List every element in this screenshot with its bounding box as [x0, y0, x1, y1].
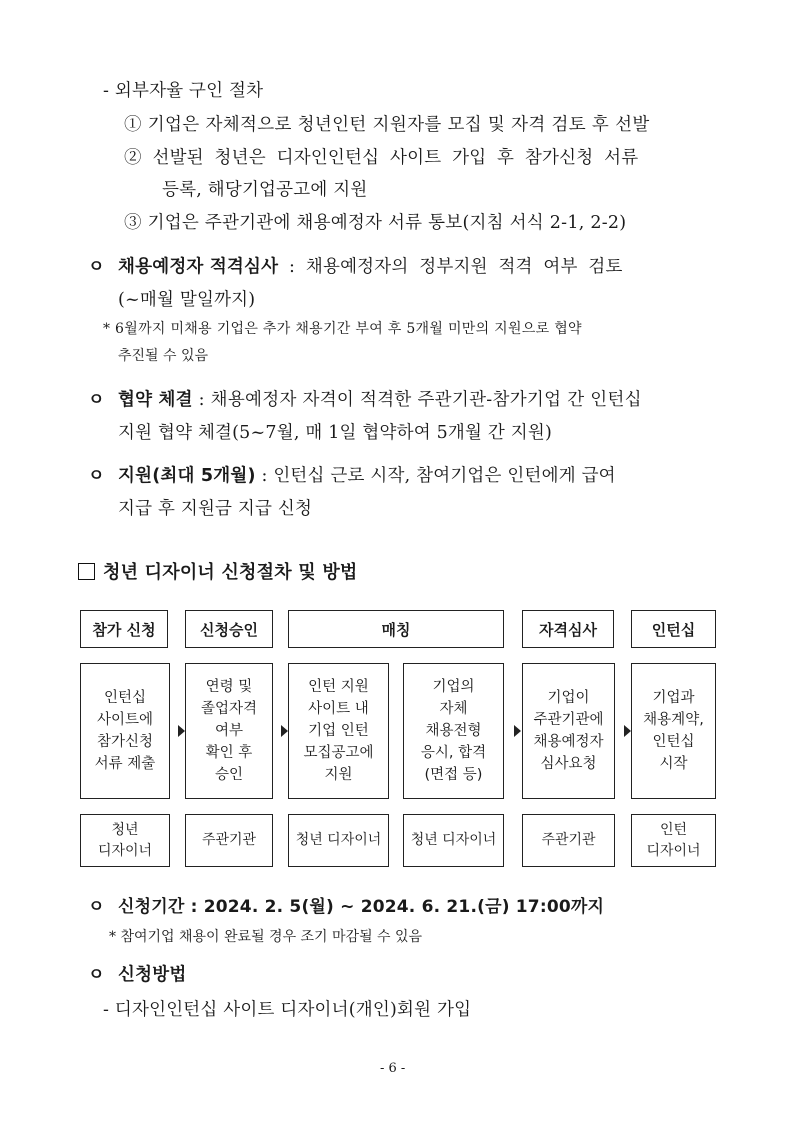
flow-step-company-hiring: [403, 663, 504, 799]
screening-line2: (~매월 말일까지): [118, 290, 256, 310]
flow-actor-line: 청년 디자이너: [295, 832, 382, 848]
flow-step-company-apply: [288, 663, 389, 799]
support-desc: : 인턴십 근로 시작, 참여기업은 인턴에게 급여: [255, 466, 616, 486]
flow-step-line: 인턴 지원: [308, 679, 369, 695]
bullet-symbol: ㅇ: [88, 965, 105, 985]
flow-header-internship: 인턴십: [631, 610, 716, 648]
flow-header-approval: 신청승인: [185, 610, 273, 648]
flow-step-line: 채용예정자: [533, 734, 604, 750]
flow-step-line: 채용전형: [425, 723, 482, 739]
method-item: - 디자인인턴십 사이트 디자이너(개인)회원 가입: [103, 1000, 472, 1020]
flow-step-line: 모집공고에: [303, 745, 374, 761]
flow-step-line: 자체: [439, 701, 468, 717]
flow-step-line: 확인 후: [205, 745, 253, 761]
flow-step-line: 사이트 내: [308, 701, 369, 717]
bullet-symbol: ㅇ: [88, 390, 105, 410]
support-line2: 지급 후 지원금 지급 신청: [118, 499, 313, 519]
flow-actor-line: 인턴: [659, 821, 688, 838]
flow-actor-3: [288, 814, 389, 867]
flow-step-line: 지원: [324, 767, 353, 783]
support-title: 지원(최대 5개월): [118, 466, 256, 486]
section-title-text: 청년 디자이너 신청절차 및 방법: [103, 562, 358, 583]
flow-step-line: (면접 등): [424, 767, 483, 783]
flow-actor-line: 디자이너: [646, 842, 701, 859]
flow-actor-line: 디자이너: [97, 842, 153, 859]
agreement-title: 협약 체결: [118, 390, 193, 410]
flow-step-line: 기업과: [652, 690, 695, 706]
recruit-step-3: ③ 기업은 주관기관에 채용예정자 서류 통보(지침 서식 2-1, 2-2): [124, 213, 627, 233]
flow-actor-line: 주관기관: [541, 832, 596, 848]
flow-step-contract: [631, 663, 716, 799]
support-line1: [118, 461, 616, 491]
period-text: 신청기간 : 2024. 2. 5(월) ~ 2024. 6. 21.(금) 17:00까지: [118, 897, 605, 917]
flow-step-line: 서류 제출: [94, 756, 156, 772]
flow-step-screening-request: [522, 663, 615, 799]
recruit-heading: - 외부자율 구인 절차: [103, 81, 264, 101]
flow-step-line: 여부: [214, 723, 243, 739]
bullet-symbol: ㅇ: [88, 897, 105, 917]
flow-actor-line: 청년: [111, 821, 139, 838]
arrow-right-icon: [281, 725, 288, 737]
recruit-step-1: ① 기업은 자체적으로 청년인턴 지원자를 모집 및 자격 검토 후 선발: [124, 115, 650, 135]
flow-step-line: 졸업자격: [200, 701, 258, 717]
flow-header-screening: 자격심사: [522, 610, 614, 648]
section-title: [78, 558, 358, 588]
flow-step-line: 기업 인턴: [308, 723, 369, 739]
flow-header-apply: 참가 신청: [80, 610, 168, 648]
method-title: 신청방법: [118, 965, 187, 985]
flow-step-line: 사이트에: [96, 712, 153, 728]
flow-header-matching: 매칭: [288, 610, 504, 648]
agreement-line1: [118, 385, 642, 415]
flow-step-line: 참가신청: [96, 734, 153, 750]
flow-actor-line: 청년 디자이너: [410, 832, 497, 848]
screening-note-line2: 추진될 수 있음: [118, 348, 209, 364]
flow-step-line: 연령 및: [205, 679, 253, 695]
flow-actor-5: [522, 814, 615, 867]
checkbox-square-icon: [78, 563, 95, 580]
flow-step-line: 응시, 합격: [420, 745, 487, 761]
flow-step-line: 인턴십: [652, 734, 695, 750]
period-note: * 참여기업 채용이 완료될 경우 조기 마감될 수 있음: [109, 929, 423, 945]
flow-actor-4: [403, 814, 504, 867]
recruit-step-2-line2: 등록, 해당기업공고에 지원: [162, 180, 368, 200]
flow-actor-line: 주관기관: [201, 832, 257, 848]
flow-step-approval: [185, 663, 273, 799]
agreement-desc: : 채용예정자 자격이 적격한 주관기관-참가기업 간 인턴십: [192, 390, 642, 410]
page-number: - 6 -: [380, 1061, 406, 1076]
flow-step-line: 시작: [659, 756, 688, 772]
flow-step-line: 인턴십: [103, 690, 146, 706]
flow-actor-6: [631, 814, 716, 867]
flow-step-line: 심사요청: [540, 756, 597, 772]
flow-step-line: 기업의: [432, 679, 475, 695]
flow-step-apply: [80, 663, 170, 799]
flow-step-line: 기업이: [547, 690, 590, 706]
screening-title: 채용예정자 적격심사: [118, 257, 279, 277]
flow-step-line: 승인: [214, 767, 243, 783]
flow-actor-1: [80, 814, 170, 867]
arrow-right-icon: [624, 725, 631, 737]
bullet-symbol: ㅇ: [88, 257, 105, 277]
flow-step-line: 채용계약,: [643, 712, 704, 728]
recruit-step-2-line1: ② 선발된 청년은 디자인인턴십 사이트 가입 후 참가신청 서류: [124, 148, 639, 168]
agreement-line2: 지원 협약 체결(5~7월, 매 1일 협약하여 5개월 간 지원): [118, 423, 553, 443]
flow-step-line: 주관기관에: [533, 712, 604, 728]
bullet-symbol: ㅇ: [88, 466, 105, 486]
screening-note-line1: * 6월까지 미채용 기업은 추가 채용기간 부여 후 5개월 미만의 지원으로 협약: [103, 321, 582, 337]
arrow-right-icon: [514, 725, 521, 737]
screening-line1: [118, 252, 623, 282]
flow-actor-2: [185, 814, 273, 867]
screening-desc: : 채용예정자의 정부지원 적격 여부 검토: [278, 257, 623, 277]
arrow-right-icon: [178, 725, 185, 737]
